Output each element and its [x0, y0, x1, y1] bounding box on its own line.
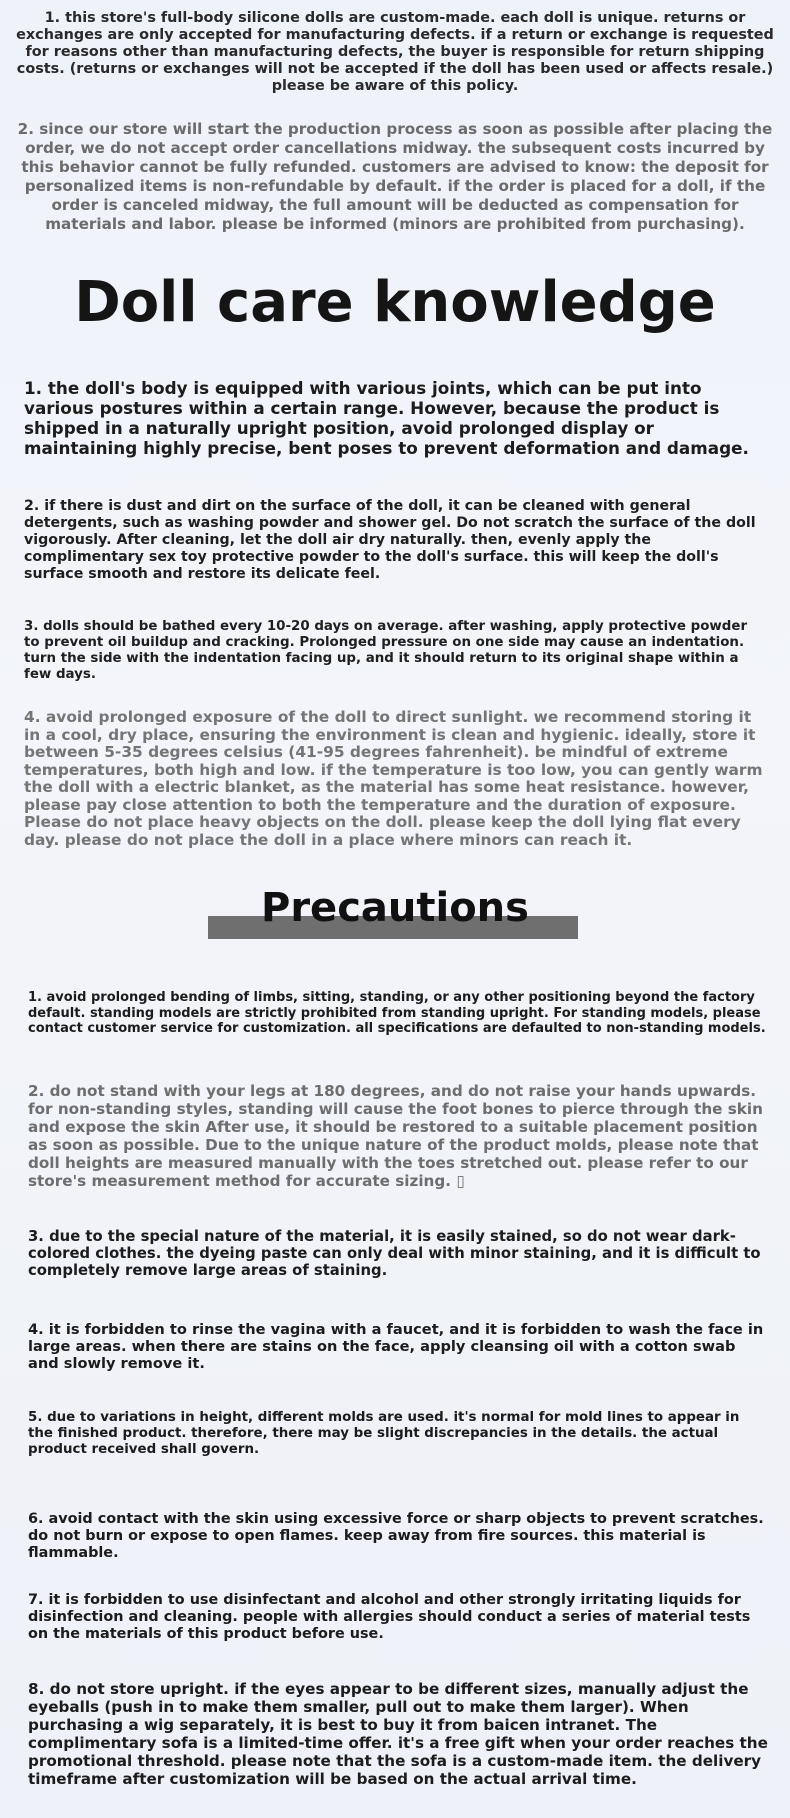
precaution-item-sharp-objects: 6. avoid contact with the skin using excessive force or sharp objects to prevent scratches. do not burn or expose to open flames. keep away from fire sources. this material is flammable. — [28, 1511, 764, 1561]
care-item-cleaning: 2. if there is dust and dirt on the surface of the doll, it can be cleaned with general detergents, such as washing powder and shower gel. Do not scratch the surface of the doll vigorously. After cleaning, let the doll air dry naturally. then, evenly apply the complimentary sex toy protective powder to the doll's surface. this will keep the doll's surface smooth and restore its delicate feel. — [24, 498, 756, 582]
precaution-item-storage-upright: 8. do not store upright. if the eyes appear to be different sizes, manually adjust the eyeballs (push in to make them smaller, pull out to make them larger). When purchasing a wig separately, it is best to buy it from baicen intranet. The complimentary sofa is a limited-time offer. it's a free gift when your order reaches the promotional threshold. please note that the sofa is a custom-made item. the delivery timeframe after customization will be based on the actual arrival time. — [28, 1680, 768, 1788]
care-item-bathing: 3. dolls should be bathed every 10-20 days on average. after washing, apply protective powder to prevent oil buildup and cracking. Prolonged pressure on one side may cause an indentation. turn the side with the indentation facing up, and it should return to its original shape within a few days. — [24, 619, 748, 682]
precaution-item-standing — [28, 1082, 768, 1190]
precaution-item-rinsing: 4. it is forbidden to rinse the vagina with a faucet, and it is forbidden to wash the face in large areas. when there are stains on the face, apply cleansing oil with a cotton swab and slowly remove it. — [28, 1321, 764, 1372]
precaution-item-standing-text: 2. do not stand with your legs at 180 degrees, and do not raise your hands upwards. for non-standing styles, standing will cause the foot bones to pierce through the skin and expose the skin After use, it should be restored to a suitable placement position as soon as possible. Due to the unique nature of the product molds, please note that doll heights are measured manually with the toes stretched out. please refer to our store's measurement method for accurate sizing. — [28, 1082, 763, 1190]
care-item-joints: 1. the doll's body is equipped with various joints, which can be put into various postures within a certain range. However, because the product is shipped in a naturally upright position, avoid prolonged display or maintaining highly precise, bent poses to prevent deformation and damage. — [24, 378, 749, 458]
care-section-title: Doll care knowledge — [74, 270, 716, 335]
precaution-item-mold-lines: 5. due to variations in height, different molds are used. it's normal for mold lines to appear in the finished product. therefore, there may be slight discrepancies in the details. the actual product received shall govern. — [28, 1410, 740, 1457]
missing-glyph-icon: ▯ — [456, 1172, 465, 1190]
precaution-item-bending: 1. avoid prolonged bending of limbs, sitting, standing, or any other positioning beyond the factory default. standing models are strictly prohibited from standing upright. For standing models, please contact customer service for customization. all specifications are defaulted to non-standing models. — [28, 990, 766, 1036]
policy-item-returns: 1. this store's full-body silicone dolls are custom-made. each doll is unique. returns or exchanges are only accepted for manufacturing defects. if a return or exchange is requested for reasons other than manufacturing defects, the buyer is responsible for return shipping costs. (returns or exchanges will not be accepted if the doll has been used or affects resale.) please be aware of this policy. — [16, 10, 774, 94]
policy-item-cancellation: 2. since our store will start the production process as soon as possible after placing the order, we do not accept order cancellations midway. the subsequent costs incurred by this behavior cannot be fully refunded. customers are advised to know: the deposit for personalized items is non-refundable by default. if the order is placed for a doll, if the order is canceled midway, the full amount will be deducted as compensation for materials and labor. please be informed (minors are prohibited from purchasing). — [17, 120, 773, 233]
precaution-item-staining: 3. due to the special nature of the material, it is easily stained, so do not wear dark-colored clothes. the dyeing paste can only deal with minor staining, and it is difficult to completely remove large areas of staining. — [28, 1228, 761, 1279]
precautions-section-title: Precautions — [261, 885, 529, 931]
care-item-storage: 4. avoid prolonged exposure of the doll to direct sunlight. we recommend storing it in a cool, dry place, ensuring the environment is clean and hygienic. ideally, store it between 5-35 degrees celsius (41-95 degrees fahrenheit). be mindful of extreme temperatures, both high and low. if the temperature is too low, you can gently warm the doll with a electric blanket, as the material has some heat resistance. however, please pay close attention to both the temperature and the duration of exposure. Please do not place heavy objects on the doll. please keep the doll lying flat every day. please do not place the doll in a place where minors can reach it. — [24, 708, 763, 849]
precaution-item-disinfectant: 7. it is forbidden to use disinfectant and alcohol and other strongly irritating liquids for disinfection and cleaning. people with allergies should conduct a series of material tests on the materials of this product before use. — [28, 1592, 751, 1642]
